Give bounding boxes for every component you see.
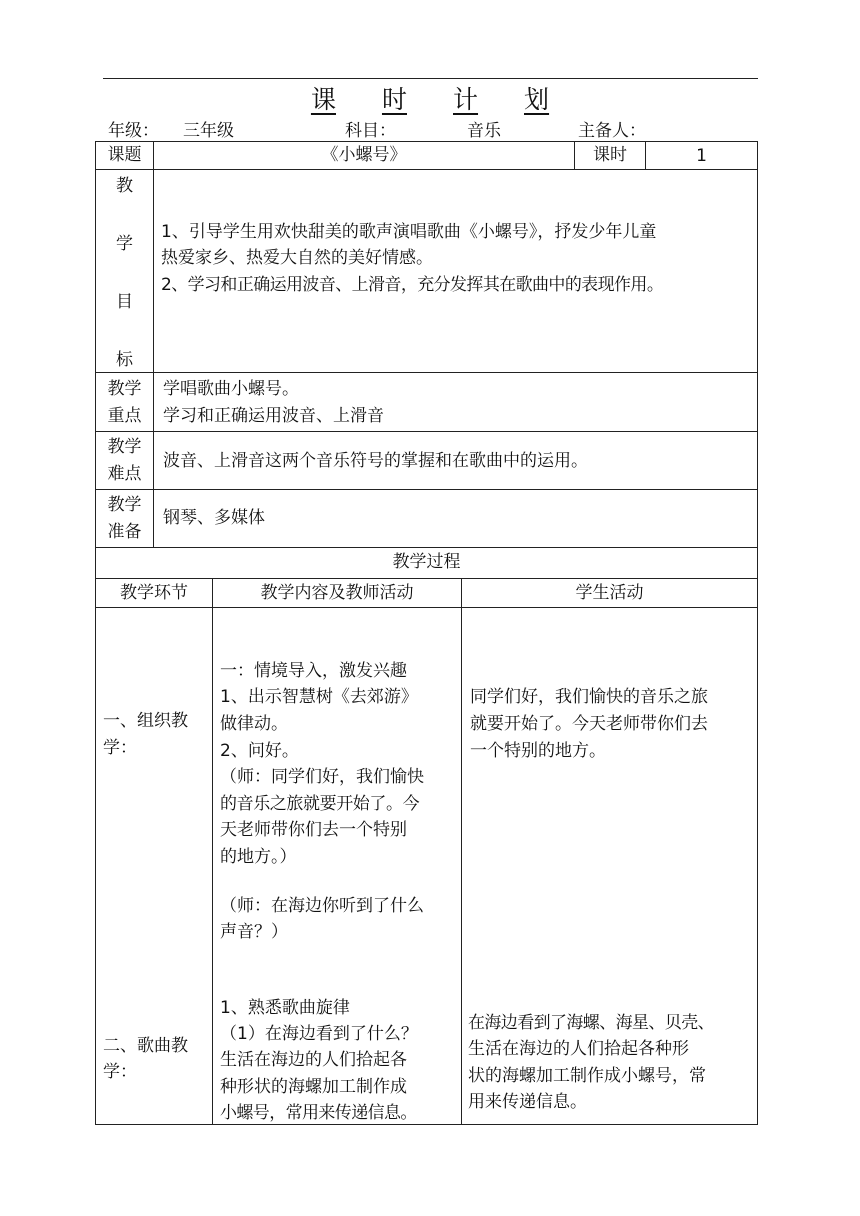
key-points-line: 学唱歌曲小螺号。 — [163, 379, 299, 399]
table-rule — [95, 372, 758, 373]
grade-label: 年级： — [108, 121, 159, 141]
content-line: 小螺号，常用来传递信息。 — [220, 1103, 417, 1123]
subject-label: 科目： — [345, 121, 396, 141]
table-rule — [212, 578, 213, 1125]
objectives-label-char: 标 — [116, 350, 133, 370]
student-line: 用来传递信息。 — [468, 1092, 587, 1112]
period-value: 1 — [696, 146, 707, 166]
content-line: （师：在海边你听到了什么 — [220, 896, 424, 916]
table-rule — [95, 578, 758, 579]
objectives-label-char: 目 — [116, 292, 133, 312]
top-rule — [103, 78, 758, 79]
preparer-label: 主备人： — [578, 121, 646, 141]
table-rule — [95, 547, 758, 548]
objectives-line: 热爱家乡、热爱大自然的美好情感。 — [161, 248, 433, 268]
subject-value: 音乐 — [467, 121, 501, 141]
student-line: 一个特别的地方。 — [470, 741, 606, 761]
difficulties-label: 教学 — [107, 437, 142, 457]
key-points-label: 重点 — [107, 406, 142, 426]
objectives-line: 2、学习和正确运用波音、上滑音，充分发挥其在歌曲中的表现作用。 — [161, 275, 664, 295]
column-header-content: 教学内容及教师活动 — [260, 583, 414, 603]
table-rule — [461, 578, 462, 1125]
period-label: 课时 — [593, 145, 627, 165]
content-line: 做律动。 — [220, 714, 288, 734]
content-line: （1）在海边看到了什么？ — [220, 1024, 418, 1044]
objectives-label-char: 教 — [116, 176, 133, 196]
student-line: 就要开始了。今天老师带你们去 — [470, 714, 708, 734]
student-line: 同学们好，我们愉快的音乐之旅 — [470, 687, 708, 707]
preparation-label: 教学 — [107, 495, 142, 515]
content-line: 的地方。） — [220, 847, 297, 867]
student-line: 在海边看到了海螺、海星、贝壳、 — [468, 1013, 714, 1033]
student-line: 生活在海边的人们拾起各种形 — [468, 1039, 689, 1059]
grade-value: 三年级 — [183, 121, 234, 141]
stage-1-label: 一、组织教 — [103, 711, 188, 731]
preparation-label: 准备 — [107, 522, 142, 542]
stage-1-label: 学： — [103, 738, 137, 758]
table-rule — [757, 141, 758, 1125]
content-line: 1、熟悉歌曲旋律 — [220, 998, 350, 1018]
column-header-stage: 教学环节 — [120, 583, 188, 603]
content-line: 的音乐之旅就要开始了。今 — [220, 794, 420, 814]
content-line: 1、出示智慧树《去郊游》 — [220, 687, 418, 707]
stage-2-label: 学： — [103, 1062, 137, 1082]
topic-label: 课题 — [107, 145, 142, 165]
process-heading: 教学过程 — [392, 552, 461, 572]
content-line: 声音？） — [220, 922, 288, 942]
preparation-text: 钢琴、多媒体 — [163, 508, 265, 528]
content-line: 2、问好。 — [220, 741, 299, 761]
student-line: 状的海螺加工制作成小螺号，常 — [468, 1066, 706, 1086]
page-title: 课 时 计 划 — [310, 85, 550, 114]
stage-2-label: 二、歌曲教 — [103, 1036, 188, 1056]
objectives-line: 1、引导学生用欢快甜美的歌声演唱歌曲《小螺号》，抒发少年儿童 — [161, 222, 657, 242]
objectives-label-char: 学 — [116, 234, 133, 254]
content-line: 天老师带你们去一个特别 — [220, 820, 407, 840]
topic-value: 《小螺号》 — [321, 145, 407, 165]
content-line: 种形状的海螺加工制作成 — [220, 1077, 407, 1097]
key-points-line: 学习和正确运用波音、上滑音 — [163, 406, 384, 426]
table-rule — [153, 141, 154, 548]
content-line: 一：情境导入，激发兴趣 — [220, 661, 407, 681]
difficulties-text: 波音、上滑音这两个音乐符号的掌握和在歌曲中的运用。 — [163, 451, 588, 471]
difficulties-label: 难点 — [107, 464, 142, 484]
table-rule — [95, 489, 758, 490]
column-header-student: 学生活动 — [575, 583, 644, 603]
table-rule — [95, 1124, 758, 1125]
content-line: （师：同学们好，我们愉快 — [220, 767, 424, 787]
table-rule — [95, 431, 758, 432]
content-line: 生活在海边的人们拾起各 — [220, 1050, 407, 1070]
key-points-label: 教学 — [107, 379, 142, 399]
table-rule — [95, 607, 758, 608]
